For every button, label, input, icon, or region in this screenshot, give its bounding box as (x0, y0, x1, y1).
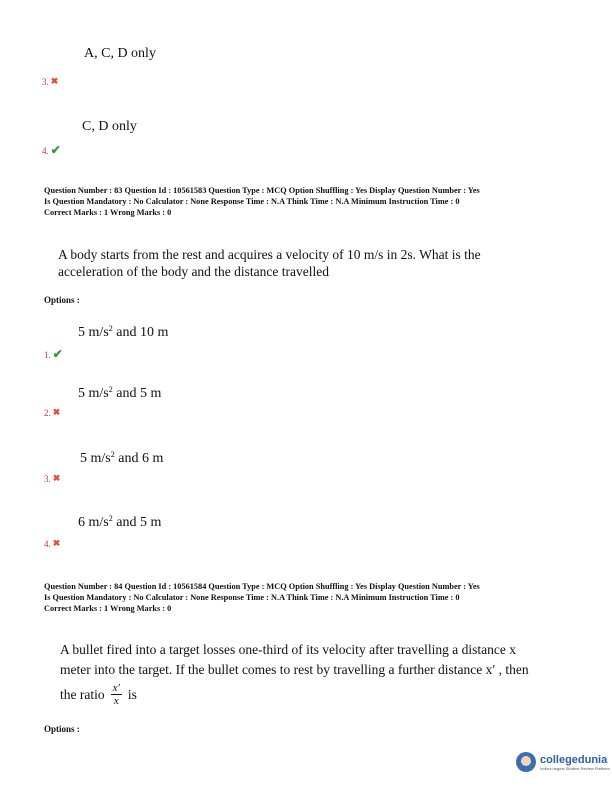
fraction-denominator: x (113, 695, 119, 707)
option-number: 4. (44, 538, 51, 549)
option-exponent: 2 (108, 514, 113, 523)
fraction-numerator: x′ (112, 682, 120, 694)
wrong-cross-icon: ✖ (52, 407, 61, 417)
option-value: 6 m/s (78, 515, 109, 530)
q83-option-2-number (44, 407, 60, 418)
q84-meta-line3: Correct Marks : 1 Wrong Marks : 0 (44, 604, 172, 613)
q83-meta-line3: Correct Marks : 1 Wrong Marks : 0 (44, 208, 172, 217)
option-exponent: 2 (108, 324, 113, 333)
q83-option-1-text (78, 325, 168, 341)
q83-meta-line2: Is Question Mandatory : No Calculator : None Response Time : N.A Think Time : N.A Minimum Instruction Time : 0 (44, 197, 460, 206)
option-number: 1. (44, 349, 51, 360)
q83-option-1-number (44, 347, 63, 362)
q84-meta-line2: Is Question Mandatory : No Calculator : None Response Time : N.A Think Time : N.A Minimum Instruction Time : 0 (44, 593, 460, 602)
q83-options-label: Options : (44, 295, 80, 305)
option-rest: and 10 m (112, 325, 169, 340)
logo-name: collegedunia (540, 753, 608, 766)
q84-options-label: Options : (44, 724, 80, 734)
option-number: 3. (44, 473, 51, 484)
q83-option-4-number (44, 538, 60, 549)
option-value: 5 m/s (78, 386, 109, 401)
q84-meta-line1: Question Number : 84 Question Id : 10561584 Question Type : MCQ Option Shuffling : Yes Display Question Number : Yes (44, 582, 480, 591)
q84-text-line1: A bullet fired into a target losses one-third of its velocity after travelling a distance x (60, 642, 516, 657)
collegedunia-logo (516, 752, 610, 772)
option-value: 5 m/s (80, 451, 111, 466)
option-exponent: 2 (108, 385, 113, 394)
option-value: 5 m/s (78, 325, 109, 340)
option-number: 2. (44, 407, 51, 418)
wrong-cross-icon: ✖ (50, 76, 59, 86)
prev-option-3-number (42, 76, 58, 87)
q84-ratio-is: is (127, 686, 137, 702)
correct-check-icon: ✔ (52, 347, 63, 361)
wrong-cross-icon: ✖ (52, 538, 61, 548)
q83-meta-line1: Question Number : 83 Question Id : 10561583 Question Type : MCQ Option Shuffling : Yes Display Question Number : Yes (44, 186, 480, 195)
q83-option-3-number (44, 473, 60, 484)
q84-text-line2: meter into the target. If the bullet comes to rest by travelling a further distance x′ , then (60, 662, 529, 677)
option-rest: and 6 m (114, 451, 164, 466)
q83-option-3-text (80, 451, 163, 467)
q83-text-line1: A body starts from the rest and acquires a velocity of 10 m/s in 2s. What is the (58, 247, 481, 262)
prev-option-4-number (42, 143, 61, 158)
q83-option-2-text (78, 386, 161, 402)
option-rest: and 5 m (112, 515, 162, 530)
ratio-fraction (111, 682, 122, 707)
q84-text-line3 (60, 682, 560, 707)
q83-option-4-text (78, 515, 161, 531)
mascot-icon (516, 752, 536, 772)
option-rest: and 5 m (112, 386, 162, 401)
prev-option-3-text: A, C, D only (84, 46, 156, 61)
option-number: 4. (42, 145, 49, 156)
option-number: 3. (42, 76, 49, 87)
q83-meta (44, 185, 480, 218)
option-exponent: 2 (110, 450, 115, 459)
correct-check-icon: ✔ (50, 143, 61, 157)
q84-meta (44, 581, 480, 614)
wrong-cross-icon: ✖ (52, 473, 61, 483)
q84-ratio-label: the ratio (60, 686, 105, 702)
q84-text (60, 640, 560, 707)
prev-option-4-text: C, D only (82, 119, 137, 134)
q83-text (58, 246, 558, 280)
q83-text-line2: acceleration of the body and the distance travelled (58, 264, 330, 279)
logo-tagline: India's largest Student Review Platform (540, 765, 610, 771)
logo-text (540, 754, 610, 771)
